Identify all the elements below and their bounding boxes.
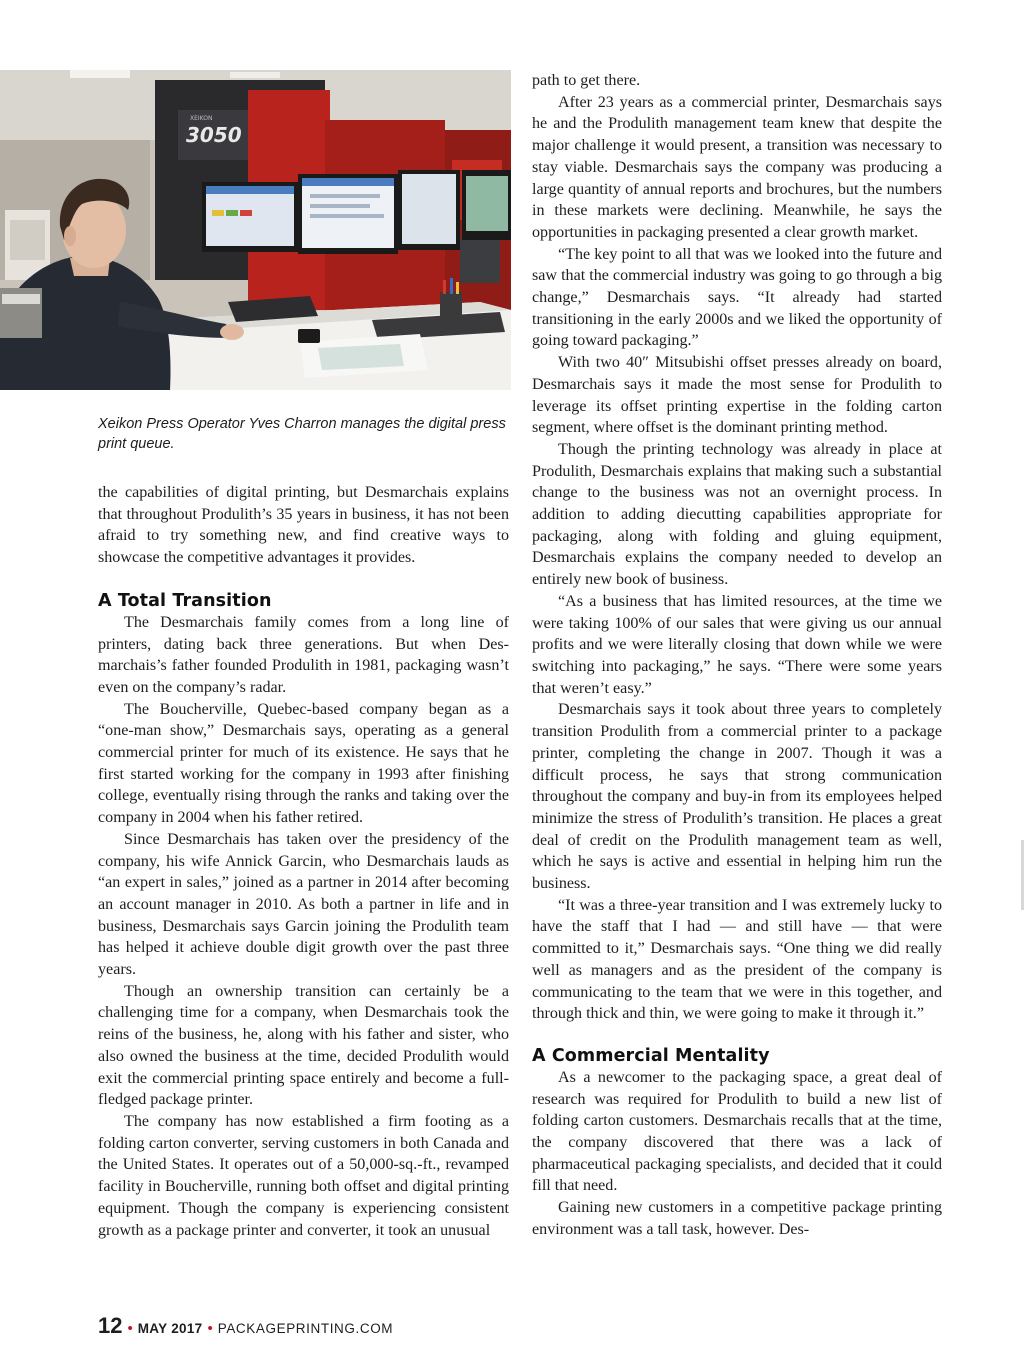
section-heading-total-transition: A Total Transition (98, 590, 272, 611)
left-column (98, 482, 509, 1241)
body-paragraph: “It was a three-year transition and I was extremely lucky to have the staff that I had — and still have — that were committed to it,” Desmarchais says. “One thing we did really well as managers and as the president of the company is communicating to the team that we were in this together, and through thick and thin, we were going to make it through it.” (532, 896, 942, 1023)
page-footer (98, 1313, 393, 1339)
body-paragraph: the capabilities of digital printing, but Desmarchais explains that throughout Produlith’s 35 years in business, it has not been afraid to try something new, and find creative ways to showcase the competitive advantages it provides. (98, 484, 509, 567)
issue-date: MAY 2017 (137, 1321, 203, 1336)
body-paragraph: As a newcomer to the packaging space, a great deal of research was required for Produlith to build a new list of folding carton customers. Desmarchais recalls that at the time, the company discovered that there was a lack of pharmaceutical packaging specialists, and decided that it could fill that need. (532, 1068, 942, 1195)
body-paragraph: Though the printing technology was already in place at Produlith, Desmarchais explains that making such a substantial change to the business was not an overnight process. In addition to adding diecutting capabilities appropriate for packaging, along with folding and gluing equipment, Desmarchais explains the company needed to develop an entirely new book of business. (532, 440, 942, 589)
body-paragraph: The company has now established a firm footing as a folding carton converter, serving customers in both Canada and the United States. It operates out of a 50,000-sq.-ft., revamped facility in Boucherville, running both offset and digital printing equipment. Though the company is experiencing consistent growth as a package printer and converter, it took an unusual (98, 1112, 509, 1239)
body-paragraph: Since Desmarchais has taken over the presidency of the company, his wife Annick Garcin, who Desmarchais lauds as “an expert in sales,” joined as a partner in 2014 after becoming an account manager in 2010. As both a partner in life and in business, Desmarchais says Garcin joining the Produlith team has helped it achieve double digit growth over the past three years. (98, 830, 509, 979)
website-link[interactable]: PACKAGEPRINTING.COM (217, 1321, 394, 1336)
right-column (532, 70, 942, 1241)
body-paragraph: Desmarchais says it took about three years to completely transition Produlith from a commercial printer to a package printer, completing the change in 2007. Though it was a difficult process, he says that strong communication throughout the company and buy-in from its employees helped minimize the stress of Produlith’s transition. He places a great deal of credit on the Produlith management team as well, which he says is active and essential in helping him run the business. (532, 701, 942, 893)
section-heading-commercial-mentality: A Commercial Mentality (532, 1045, 770, 1066)
article-photo (0, 70, 511, 390)
photo-caption: Xeikon Press Operator Yves Charron manages the digital press print queue. (98, 416, 506, 452)
body-paragraph: After 23 years as a commercial printer, Desmarchais says he and the Produlith management team knew that despite the major challenge it would present, a transition was necessary to stay viable. Desmarchais says the company was producing a large quantity of annual reports and brochures, but the numbers in these markets were declining. Meanwhile, he says the opportunities in packaging presented a clear growth market. (532, 93, 942, 241)
body-paragraph: Gaining new customers in a competitive package printing environment was a tall task, however. Des- (532, 1199, 942, 1238)
press-brand-label: XEIKON (190, 115, 213, 122)
body-paragraph: Though an ownership transition can certainly be a challenging time for a company, when Desmarchais took the reins of the business, he, along with his father and sister, who also owned the business at the time, decided Produlith would exit the commercial printing space entirely and become a full-fledged package printer. (98, 982, 509, 1109)
page-number: 12 (98, 1313, 123, 1338)
footer-bullet: • (127, 1320, 133, 1337)
body-paragraph: “As a business that has limited resources, at the time we were taking 100% of our sales that were giving us our annual profits and we were literally closing that down while we were switching into packaging,” he says. “There were some years that weren’t easy.” (532, 592, 942, 697)
body-paragraph: The Boucherville, Quebec-based company began as a “one-man show,” Desmarchais says, operating as a general commercial printer for much of its existence. He says that he first started working for the company in 1993 after finishing college, eventually rising through the ranks and taking over the company in 2004 when his father retired. (98, 700, 509, 827)
body-paragraph: path to get there. (532, 72, 641, 89)
footer-bullet: • (207, 1320, 213, 1337)
body-paragraph: The Desmarchais family comes from a long line of printers, dating back three generations. But when Desmarchais’s father founded Produlith in 1981, packaging wasn’t even on the company’s radar. (98, 613, 509, 696)
body-paragraph: “The key point to all that was we looked into the future and saw that the commercial industry was going to go through a big change,” Desmarchais says. “It already had started transitioning in the early 2000s and we liked the opportunity of going toward packaging.” (532, 245, 942, 350)
body-paragraph: With two 40″ Mitsubishi offset presses already on board, Desmarchais says it made the most sense for Produlith to leverage its offset printing expertise in the folding carton segment, where offset is the dominant printing method. (532, 354, 942, 437)
press-model-label: 3050 (186, 123, 242, 147)
press-operator-photo (0, 70, 511, 390)
